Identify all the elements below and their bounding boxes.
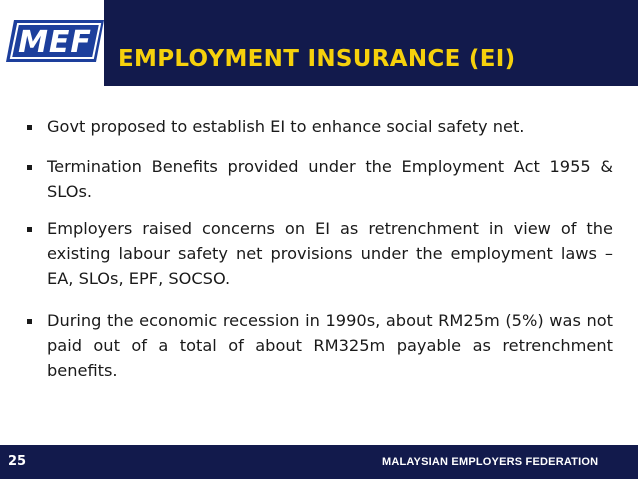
bullet-marker <box>27 319 32 324</box>
slide-title: EMPLOYMENT INSURANCE (EI) <box>118 46 516 72</box>
bullet-text: Termination Benefits provided under the Employment Act 1955 & SLOs. <box>47 157 613 201</box>
slide-footer <box>0 445 638 479</box>
bullet-text: During the economic recession in 1990s, about RM25m (5%) was not paid out of a total of about RM325m payable as retrenchment benefits. <box>47 311 613 380</box>
logo-text: MEF <box>18 25 92 60</box>
title-bar <box>104 0 638 86</box>
bullet-text: Govt proposed to establish EI to enhance social safety net. <box>47 117 525 136</box>
footer-organization: MALAYSIAN EMPLOYERS FEDERATION <box>382 456 599 468</box>
bullet-marker <box>27 227 32 232</box>
mef-logo-icon <box>0 0 110 86</box>
slide-header <box>0 0 638 86</box>
mef-logo <box>0 0 110 86</box>
bullet-marker <box>27 125 32 130</box>
bullet-text: Employers raised concerns on EI as retrenchment in view of the existing labour safety net provisions under the employment laws – EA, SLOs, EPF, SOCSO. <box>47 219 613 288</box>
slide-number: 25 <box>8 454 27 469</box>
bullet-marker <box>27 165 32 170</box>
